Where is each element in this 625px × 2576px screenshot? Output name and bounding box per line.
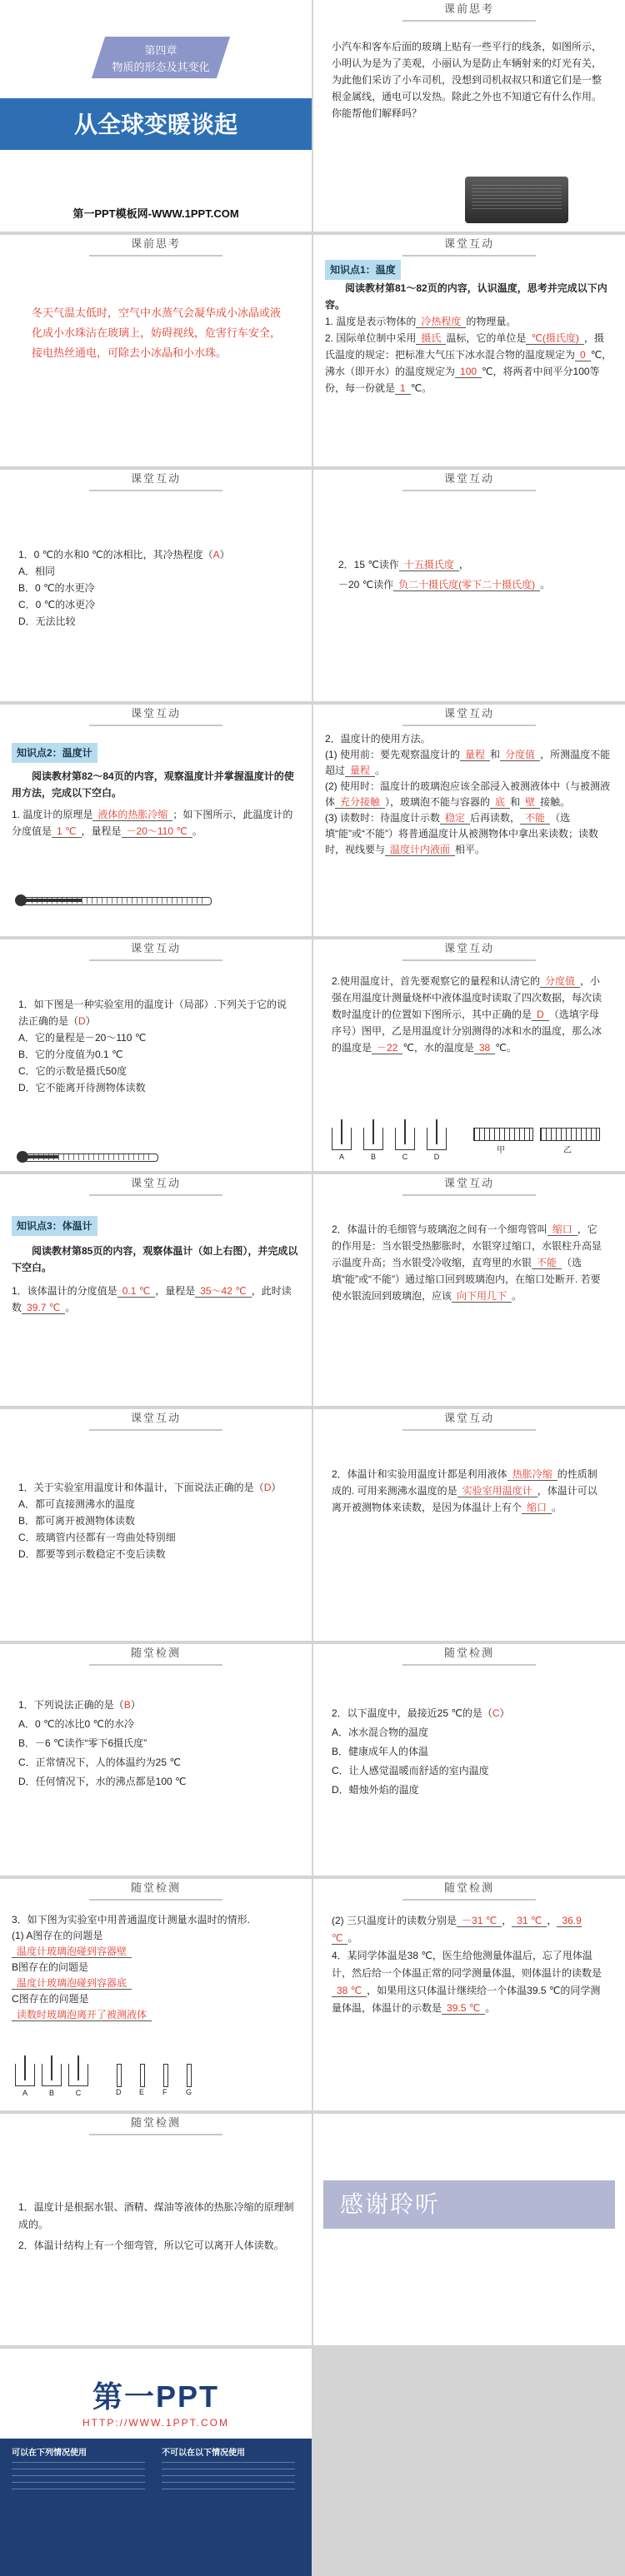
section-header: 课前思考: [443, 2, 494, 15]
option-b: B．0 ℃的水更冷: [18, 582, 95, 594]
slide-check-3: [0, 1879, 312, 2110]
section-header: 随堂检测: [130, 1881, 181, 1894]
slide-exercise-reading-position: [313, 939, 625, 1171]
knowledge-intro: 阅读教材第81～82页的内容，认识温度，思考并完成以下内容。: [325, 282, 608, 311]
license-panel: [0, 2439, 312, 2576]
question: 1．下列说法正确的是（B）: [18, 1699, 141, 1711]
section-header: 课堂互动: [130, 707, 181, 720]
a-problem-answer: 温度计玻璃泡碰到容器壁: [12, 1946, 132, 1958]
section-header: 课堂互动: [443, 707, 494, 720]
reading-minus-20: －20 ℃读作 负二十摄氏度(零下二十摄氏度) 。: [338, 579, 551, 590]
question: 2．以下温度中，最接近25 ℃的是（C）: [332, 1707, 510, 1719]
question: 1．关于实验室用温度计和体温计，下面说法正确的是（D）: [18, 1482, 282, 1493]
thermometer-d: D: [117, 2064, 122, 2087]
question-2: 2. 国际单位制中采用 摄氏 温标，它的单位是 ℃(摄氏度) ，摄氏温度的规定：把标准大气压下冰水混合物的温度规定为 0 ℃，沸水（即开水）的温度规定为 100 ℃，将两者中间平分100等份，每一份就是 1 ℃。: [325, 332, 612, 394]
section-header: 随堂检测: [130, 2116, 181, 2129]
chapter-title: 物质的形态及其变化: [112, 61, 210, 73]
question-1: 1. 温度计的原理是 液体的热胀冷缩 ；如下图所示，此温度计的分度值是 1 ℃ ，量程是 －20～110 ℃ 。: [12, 809, 293, 837]
slide-exercise-lab-thermometer: [0, 939, 312, 1171]
thermometer-e: E: [140, 2064, 145, 2087]
question-text: 2.使用温度计，首先要观察它的量程和认清它的 分度值 ，小强在用温度计测量烧杯中液体温度时读取了四次数据，每次读数时温度计的位置如下图所示，其中正确的是 D （选填字母序号）图甲，乙是用温度计分别测得的冰和水的温度，那么冰的温度是 －22 ℃，水的温度是 38 ℃。: [332, 975, 602, 1054]
section-header: 课堂互动: [130, 1412, 181, 1424]
thermometer-jia: [473, 1128, 533, 1141]
measurement-diagrams: [15, 2064, 88, 2097]
section-header: 课堂互动: [443, 1412, 494, 1424]
slide-thanks: [313, 2114, 625, 2345]
slide-exercise-reading: [313, 470, 625, 701]
license-allowed-title: 可以在下列情况使用: [12, 2449, 87, 2458]
chapter-label: 第四章: [144, 44, 178, 57]
option-c: C．让人感觉温暖而舒适的室内温度: [332, 1765, 489, 1776]
option-d: D．蜡烛外焰的温度: [332, 1784, 419, 1796]
option-a: A．0 ℃的冰比0 ℃的水冷: [18, 1718, 134, 1730]
slide-pre-think-answer: [0, 235, 312, 466]
question: 1．0 ℃的水和0 ℃的冰相比，其冷热程度（A）: [18, 549, 230, 561]
answer: D: [263, 1482, 272, 1493]
slide-thermometer-usage: [313, 705, 625, 936]
usage-during: (2) 使用时：温度计的玻璃泡应该全部浸入被测液体中（与被测液体 充分接触 ），玻璃泡不能与容器的 底 和 壁 接触。: [325, 780, 611, 808]
question-1: 1．该体温计的分度值是 0.1 ℃ ，量程是 35～42 ℃ ，此时读数 39.7 ℃ 。: [12, 1285, 292, 1313]
a-problem-label: (1) A图存在的问题是: [12, 1930, 103, 1941]
thermometer-f: F: [163, 2064, 168, 2087]
knowledge-tag: 知识点1：温度: [325, 260, 401, 280]
site-watermark: 第一PPT模板网-WWW.1PPT.COM: [72, 207, 239, 220]
option-c: C．它的示数是摄氏50度: [18, 1065, 128, 1077]
question-text: 2．体温计的毛细管与玻璃泡之间有一个细弯管叫 缩口 ，它的作用是：当水银受热膨胀时，水银穿过缩口，水银柱升高显示温度升高；当水银受冷收缩，直弯里的水银 不能 （选填“能”或“不能”）通过缩口回到玻璃泡内，在缩口处断开. 若要使水银流回到玻璃泡，应该 向下用几下 。: [332, 1223, 602, 1302]
section-header: 课堂互动: [130, 1177, 181, 1189]
b-problem-answer: 温度计玻璃泡碰到容器底: [12, 1977, 132, 1990]
slide-pre-think-question: [313, 0, 625, 232]
brand-url: HTTP://WWW.1PPT.COM: [82, 2417, 229, 2429]
slide-check-2: [313, 1644, 625, 1876]
question: 1．如下图是一种实验室用的温度计（局部）.下列关于它的说法正确的是（D）: [18, 999, 288, 1027]
slide-exercise-ice-water: [0, 470, 312, 701]
question-4: 4．某同学体温是38 ℃，医生给他测量体温后，忘了甩体温计，然后给一个体温正常的同学测量体温，则体温计的读数是38 ℃ ，如果用这只体温计继续给一个体温39.5 ℃的同学测量体温，体温计的示数是 39.5 ℃ 。: [332, 1950, 602, 2014]
label-yi: 乙: [563, 1146, 572, 1155]
slide-check-1: [0, 1644, 312, 1876]
answer: C: [492, 1707, 500, 1719]
beaker-c: C: [395, 1128, 415, 1150]
section-header: 课堂互动: [443, 942, 494, 954]
beaker-a: A: [332, 1128, 352, 1150]
diagram-c: C: [68, 2064, 88, 2086]
thermometer-readings: [116, 2064, 192, 2096]
question: 3．如下图为实验室中用普通温度计测量水温时的情形.: [12, 1914, 251, 1926]
option-b: B．健康成年人的体温: [332, 1746, 429, 1757]
knowledge-intro: 阅读教材第85页的内容，观察体温计（如上右图），并完成以下空白。: [12, 1245, 298, 1273]
slide-cover: [0, 0, 312, 232]
section-header: 课前思考: [130, 237, 181, 250]
slide-exercise-compare: [0, 1409, 312, 1641]
option-c: C．正常情况下，人的体温约为25 ℃: [18, 1756, 181, 1768]
option-b: B．它的分度值为0.1 ℃: [18, 1049, 123, 1060]
diagram-a: A: [15, 2064, 35, 2086]
thermometer-image: [15, 894, 212, 906]
option-b: B．都可离开被测物体读数: [18, 1515, 136, 1527]
section-header: 课堂互动: [443, 237, 494, 250]
answer: A: [212, 549, 220, 561]
answer: D: [78, 1015, 86, 1027]
brand-logo: 第一PPT: [92, 2379, 219, 2414]
car-rear-window-photo: [465, 177, 568, 223]
c-problem-label: C图存在的问题是: [12, 1993, 89, 2005]
knowledge-tag: 知识点3：体温计: [12, 1216, 98, 1236]
beaker-diagrams: [332, 1128, 447, 1161]
summary-2: 2．体温计结构上有一个细弯管，所以它可以离开人体读数。: [18, 2240, 284, 2251]
slide-brand: [0, 2349, 312, 2576]
thermometer-g: G: [187, 2064, 192, 2087]
option-d: D．它不能离开待测物体读数: [18, 1082, 146, 1094]
option-b: B．－6 ℃读作“零下6摄氏度”: [18, 1737, 148, 1749]
option-c: C．0 ℃的冰更冷: [18, 599, 96, 610]
option-d: D．都要等到示数稳定不变后读数: [18, 1548, 166, 1560]
slide-exercise-principle: [313, 1409, 625, 1641]
question-1: 1. 温度是表示物体的 冷热程度 的物理量。: [325, 316, 517, 327]
slide-knowledge-thermometer: [0, 705, 312, 936]
beaker-b: B: [363, 1128, 383, 1150]
option-a: A．冰水混合物的温度: [332, 1726, 429, 1738]
usage-title: 2．温度计的使用方法。: [325, 733, 431, 745]
section-header: 课堂互动: [130, 942, 181, 954]
answer: B: [123, 1699, 131, 1711]
slide-clinical-thermometer-constriction: [313, 1174, 625, 1406]
license-forbidden-title: 不可以在以下情况使用: [162, 2449, 245, 2458]
option-a: A．都可直接测沸水的温度: [18, 1498, 136, 1510]
thermometer-yi: [540, 1128, 600, 1141]
label-jia: 甲: [497, 1146, 505, 1155]
option-d: D．无法比较: [18, 615, 76, 627]
section-header: 随堂检测: [443, 1647, 494, 1659]
usage-reading: (3) 读数时：待温度计示数 稳定 后再读数， 不能 （选填“能”或“不能”）将普通温度计从被测物体中拿出来读数；读数时，视线要与 温度计内液面 相平。: [325, 812, 598, 855]
section-header: 课堂互动: [443, 1177, 494, 1189]
beaker-d: D: [427, 1128, 447, 1150]
usage-before: (1) 使用前：要先观察温度计的 量程 和 分度值 ，所测温度不能超过 量程 。: [325, 749, 611, 776]
slide-check-summary: [0, 2114, 312, 2345]
knowledge-tag: 知识点2：温度计: [12, 743, 98, 763]
section-header: 课堂互动: [443, 472, 494, 485]
license-forbidden-lines: [162, 2462, 295, 2495]
lesson-title: 从全球变暖谈起: [73, 112, 238, 137]
section-header: 课堂互动: [130, 472, 181, 485]
option-c: C．玻璃管内径都有一弯曲处特别细: [18, 1532, 176, 1543]
question-text: 2．体温计和实验用温度计都是利用液体 热胀冷缩 的性质制成的. 可用来测沸水温度的是 实验室用温度计 ，体温计可以离开被测物体来读数，是因为体温计上有个 缩口 。: [332, 1468, 598, 1513]
slide-knowledge-temperature: [313, 235, 625, 466]
section-header: 随堂检测: [443, 1881, 494, 1894]
thanks-banner: 感谢聆听: [323, 2180, 615, 2229]
license-allowed-lines: [12, 2462, 145, 2495]
knowledge-intro: 阅读教材第82～84页的内容，观察温度计并掌握温度计的使用方法，完成以下空白。: [12, 770, 294, 799]
lab-thermometer-image: [17, 1151, 158, 1163]
pre-think-question: 小汽车和客车后面的玻璃上贴有一些平行的线条，如图所示，小明认为是为了美观，小丽认为是防止车辆射来的灯光有关，为此他们采访了小车司机，没想到司机叔叔只和道它们是一整根金属线，通电可以发热。除此之外也不知道它有什么作用。你能帮他们解释吗？: [332, 41, 602, 119]
three-readings: (2) 三只温度计的读数分别是 －31 ℃ ， 31 ℃ ， 36.9 ℃ 。: [332, 1915, 582, 1944]
c-problem-answer: 读数时玻璃泡离开了被测液体: [12, 2009, 152, 2021]
slide-knowledge-clinical-thermometer: [0, 1174, 312, 1406]
section-header: 随堂检测: [130, 1647, 181, 1659]
option-a: A．它的量程是－20～110 ℃: [18, 1032, 147, 1044]
diagram-b: B: [42, 2064, 62, 2086]
reading-15: 2．15 ℃读作 十五摄氏度 ，: [338, 559, 469, 571]
option-d: D．任何情况下，水的沸点都是100 ℃: [18, 1776, 187, 1787]
summary-1: 1．温度计是根据水银、酒精、煤油等液体的热胀冷缩的原理制成的。: [18, 2201, 294, 2230]
pre-think-answer: 冬天气温太低时，空气中水蒸气会凝华成小冰晶或液化成小水珠沾在玻璃上，妨碍视线，危害行车安全，接电热丝通电，可除去小冰晶和小水珠。: [32, 306, 282, 359]
b-problem-label: B图存在的问题是: [12, 1961, 89, 1973]
option-a: A．相同: [18, 566, 56, 577]
slide-check-4: [313, 1879, 625, 2110]
